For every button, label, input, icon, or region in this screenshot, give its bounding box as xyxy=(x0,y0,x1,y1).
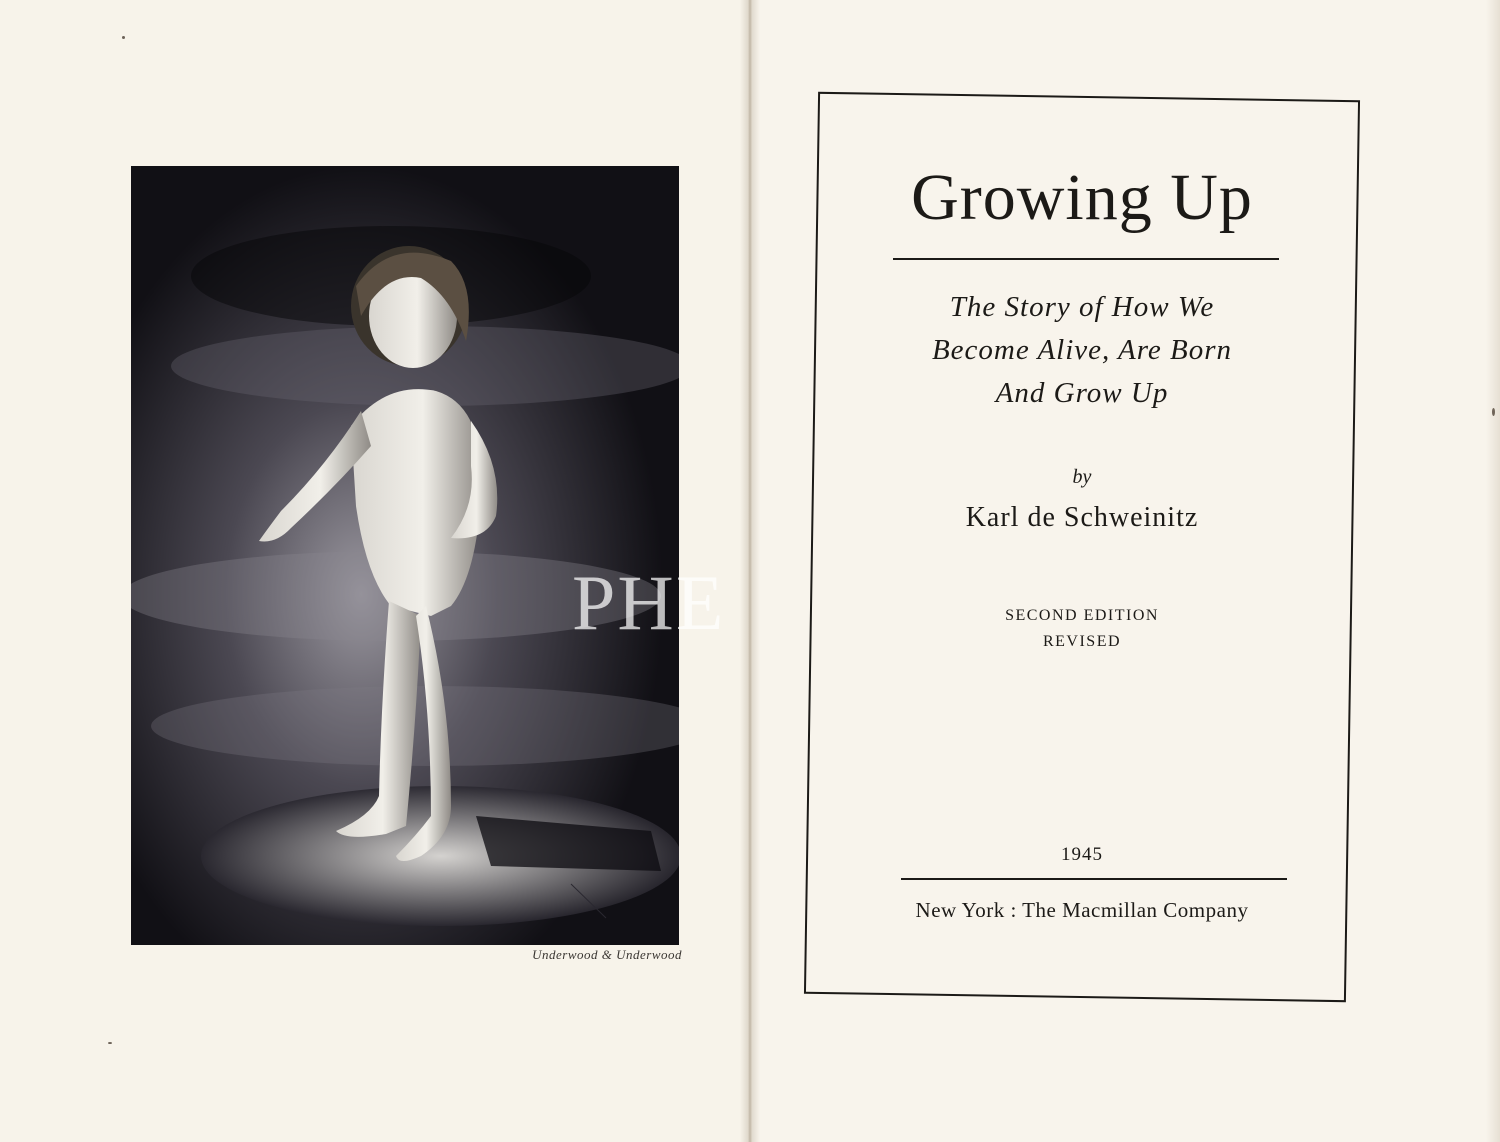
frontispiece-photo xyxy=(131,166,679,945)
title-rule xyxy=(893,258,1279,260)
edition-info xyxy=(813,603,1351,655)
book-subtitle xyxy=(813,286,1351,415)
edition-line: REVISED xyxy=(1042,633,1122,650)
author-name: Karl de Schweinitz xyxy=(965,502,1199,533)
subtitle-line: Become Alive, Are Born xyxy=(931,334,1233,366)
paper-speck xyxy=(108,1042,112,1044)
book-gutter xyxy=(740,0,760,1142)
subtitle-line: And Grow Up xyxy=(995,377,1169,409)
page-edge xyxy=(1486,0,1500,1142)
publisher-rule xyxy=(901,878,1287,880)
publisher-line: New York : The Macmillan Company xyxy=(915,898,1249,922)
by-label: by xyxy=(1072,466,1092,488)
paper-speck xyxy=(122,36,125,39)
photo-credit: Underwood & Underwood xyxy=(532,947,682,962)
publication-year: 1945 xyxy=(1061,844,1103,865)
title-page-border xyxy=(804,92,1360,1002)
watermark-text: PHE xyxy=(572,559,726,646)
edition-line: SECOND EDITION xyxy=(1005,607,1159,624)
book-title: Growing Up xyxy=(911,161,1253,234)
subtitle-line: The Story of How We xyxy=(949,291,1215,323)
